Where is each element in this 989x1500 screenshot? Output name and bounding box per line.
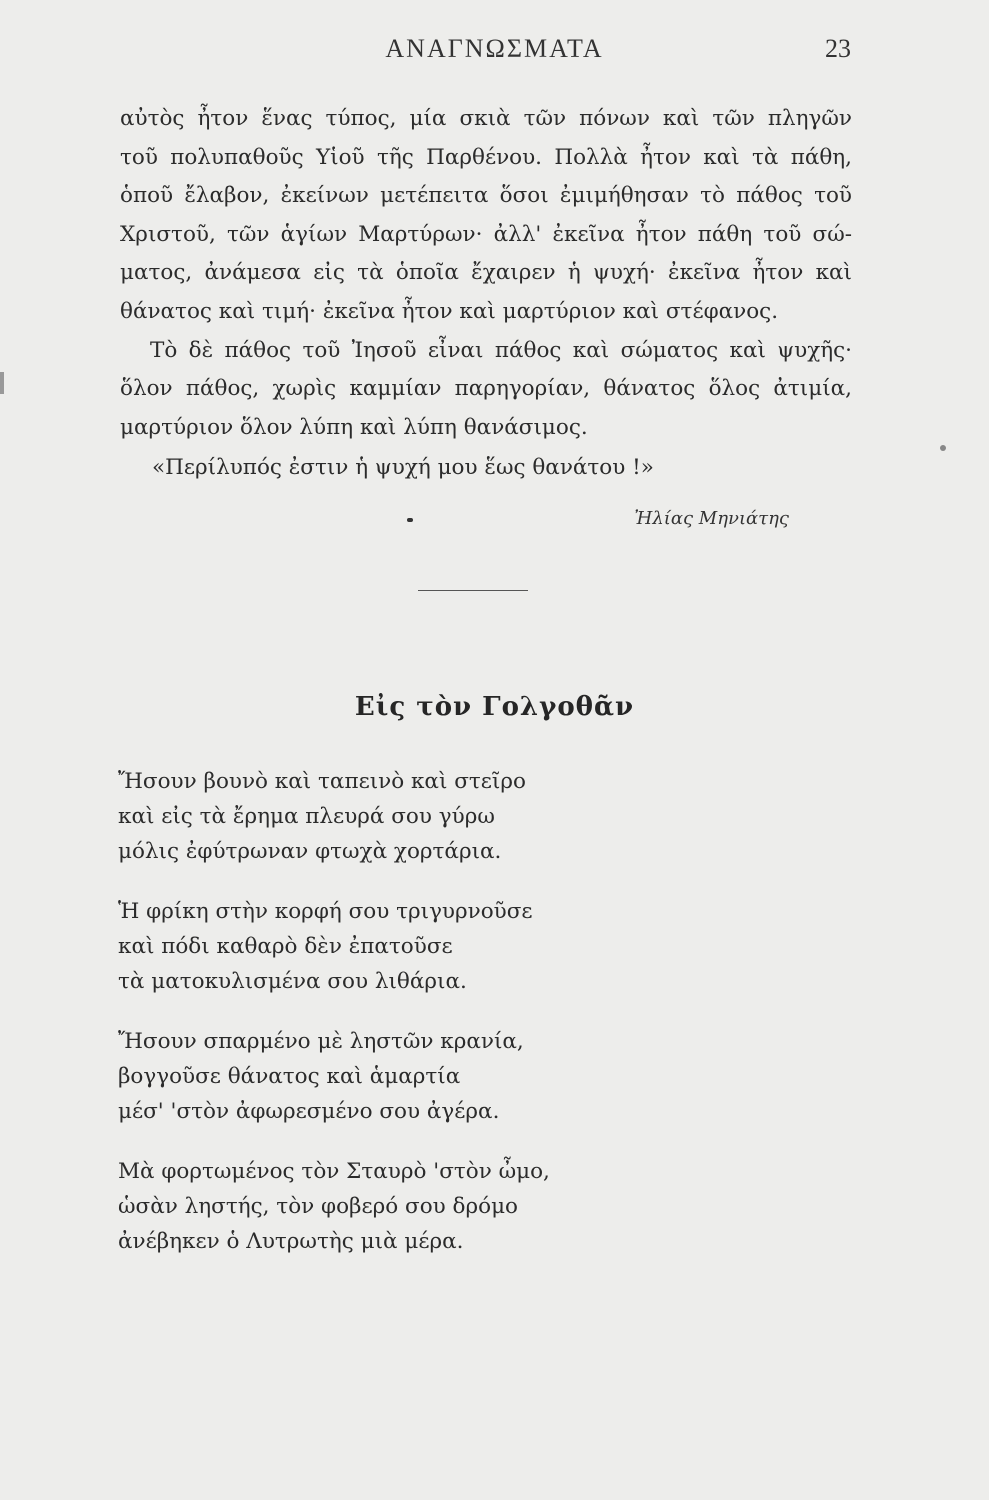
text-line: αὐτὸς ἦτον ἕνας τύπος, μία σκιὰ τῶν πόνων καὶ τῶν πληγῶν: [120, 106, 852, 131]
text-line: μαρτύριον ὅλον λύπη καὶ λύπη θανάσιμος.: [120, 414, 588, 440]
verse-line: βογγοῦσε θάνατος καὶ ἁμαρτία: [118, 1064, 461, 1089]
verse-line: ἀνέβηκεν ὁ Λυτρωτὴς μιὰ μέρα.: [118, 1229, 464, 1254]
author-signature: Ἠλίας Μηνιάτης: [634, 508, 789, 529]
running-title: ΑΝΑΓΝΩΣΜΑΤΑ: [385, 34, 604, 63]
margin-dot: [940, 445, 946, 451]
stanza-2: [118, 894, 550, 999]
verse-line: Ἤσουν σπαρμένο μὲ ληστῶν κρανία,: [118, 1029, 524, 1054]
ink-speck: [407, 518, 413, 522]
verse-line: καὶ πόδι καθαρὸ δὲν ἐπατοῦσε: [118, 934, 453, 959]
verse-line: μέσ' 'στὸν ἀφωρεσμένο σου ἀγέρα.: [118, 1099, 500, 1124]
verse-line: Ἡ φρίκη στὴν κορφή σου τριγυρνοῦσε: [118, 899, 533, 924]
verse-line: καὶ εἰς τὰ ἔρημα πλευρά σου γύρω: [118, 804, 495, 829]
margin-mark: [0, 372, 4, 394]
verse-line: Μὰ φορτωμένος τὸν Σταυρὸ 'στὸν ὦμο,: [118, 1159, 550, 1184]
text-line: ὁποῦ ἔλαβον, ἐκείνων μετέπειτα ὅσοι ἐμιμήθησαν τὸ πάθος τοῦ: [120, 183, 852, 209]
verse-line: μόλις ἐφύτρωναν φτωχὰ χορτάρια.: [118, 839, 502, 864]
text-line: Χριστοῦ, τῶν ἁγίων Μαρτύρων· ἀλλ' ἐκεῖνα ἦτον πάθη τοῦ σώ-: [120, 221, 852, 247]
paragraph-1: [120, 100, 852, 332]
running-header: [0, 34, 989, 74]
verse-line: Ἤσουν βουνὸ καὶ ταπεινὸ καὶ στεῖρο: [118, 769, 526, 794]
verse-line: ὡσὰν ληστής, τὸν φοβερό σου δρόμο: [118, 1194, 518, 1219]
verse-line: τὰ ματοκυλισμένα σου λιθάρια.: [118, 969, 467, 994]
scripture-quote: «Περίλυπός ἐστιν ἡ ψυχή μου ἕως θανάτου !»: [152, 455, 654, 480]
section-divider: [418, 590, 528, 591]
text-line: ματος, ἀνάμεσα εἰς τὰ ὁποῖα ἔχαιρεν ἡ ψυχή· ἐκεῖνα ἦτον καὶ: [120, 260, 852, 286]
stanza-1: [118, 764, 550, 869]
poem-title: Εἰς τὸν Γολγοθᾶν: [354, 692, 635, 722]
stanza-4: [118, 1154, 550, 1259]
stanza-3: [118, 1024, 550, 1129]
text-line: τοῦ πολυπαθοῦς Υἱοῦ τῆς Παρθένου. Πολλὰ ἦτον καὶ τὰ πάθη,: [120, 144, 852, 170]
poem-body: [118, 764, 550, 1284]
text-line: θάνατος καὶ τιμή· ἐκεῖνα ἦτον καὶ μαρτύριον καὶ στέφανος.: [120, 298, 779, 324]
page-number: 23: [825, 34, 851, 63]
text-line: Τὸ δὲ πάθος τοῦ Ἰησοῦ εἶναι πάθος καὶ σώματος καὶ ψυχῆς·: [150, 337, 852, 363]
paragraph-2: [120, 332, 852, 448]
prose-body: [120, 100, 852, 447]
text-line: ὅλον πάθος, χωρὶς καμμίαν παρηγορίαν, θάνατος ὅλος ἀτιμία,: [120, 376, 852, 402]
